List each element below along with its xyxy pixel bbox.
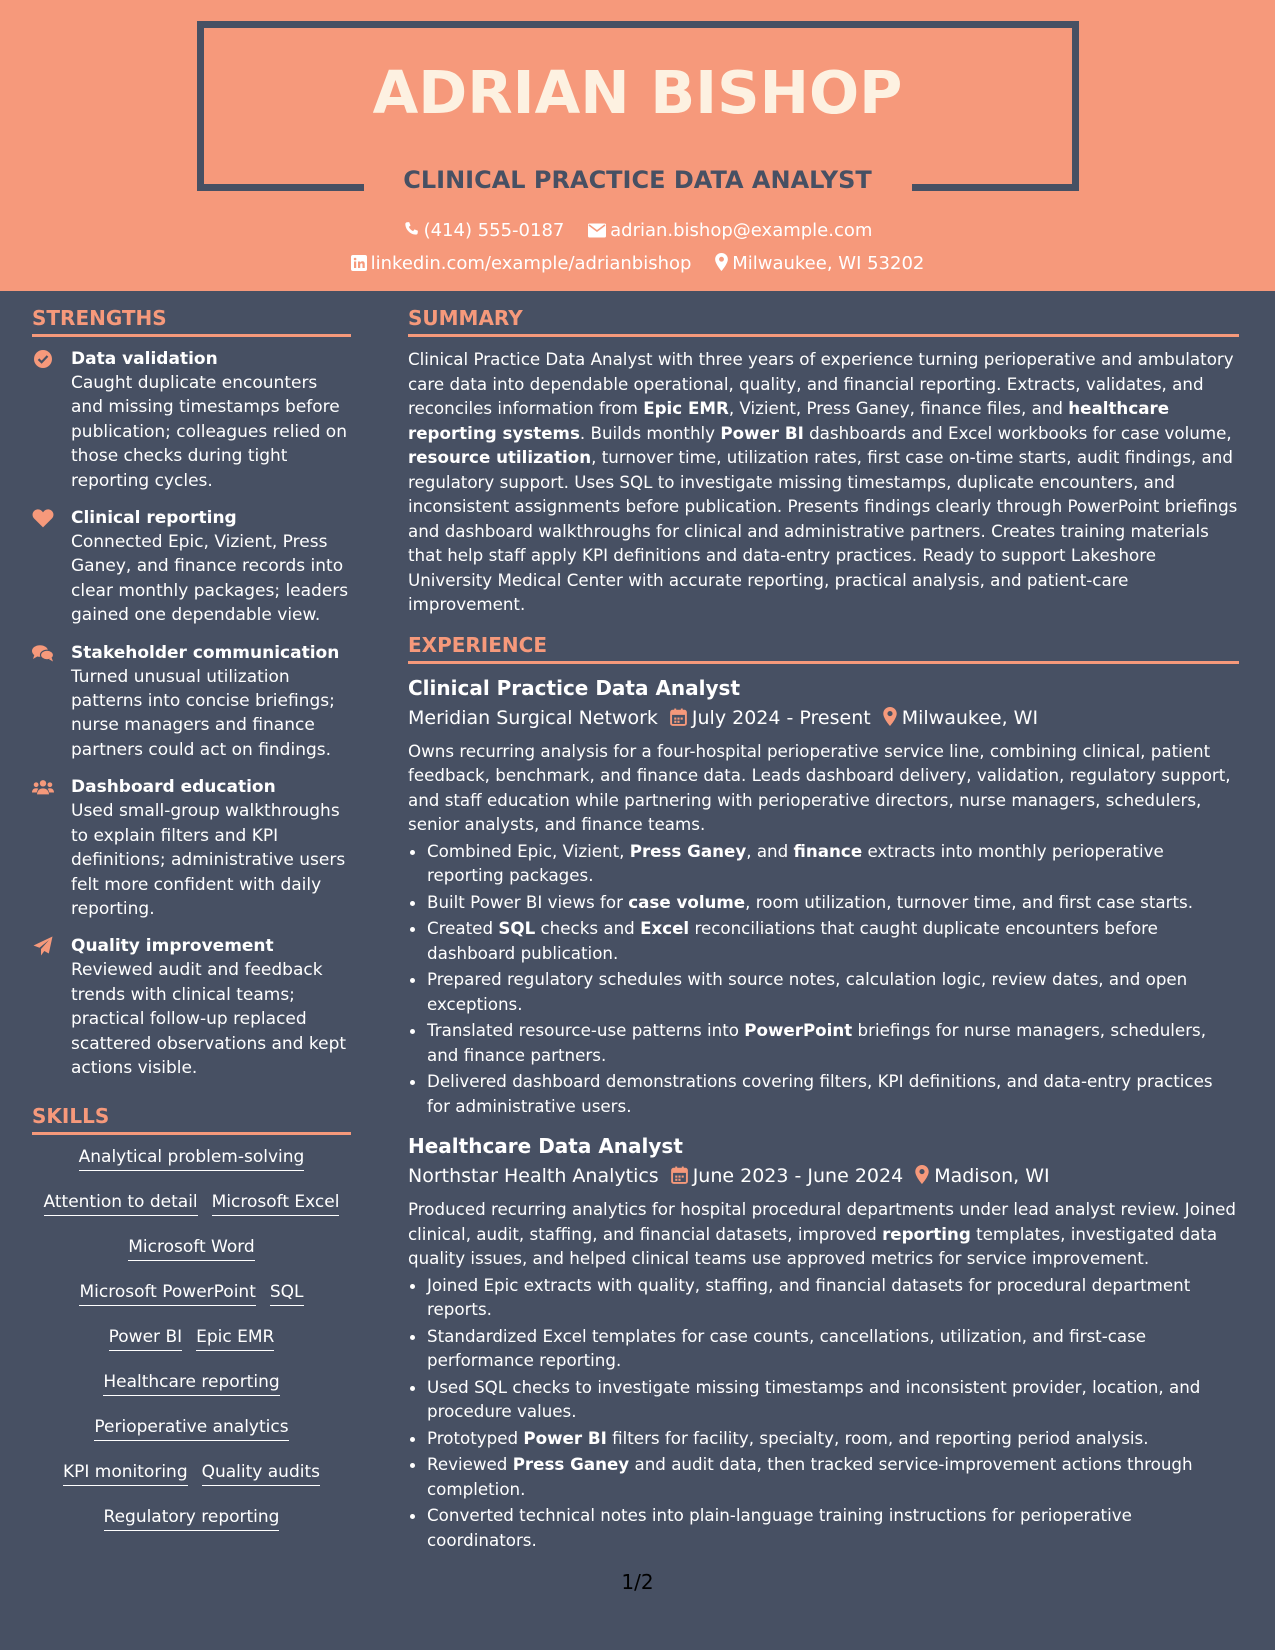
map-marker-icon bbox=[715, 253, 728, 271]
skill-row bbox=[32, 1235, 351, 1280]
candidate-title: CLINICAL PRACTICE DATA ANALYST bbox=[403, 166, 872, 194]
job-location: Madison, WI bbox=[934, 1165, 1050, 1187]
bold-text: reporting bbox=[882, 1223, 971, 1244]
skills-list bbox=[32, 1145, 351, 1550]
text-span: briefings for nurse managers, schedulers, and finance partners. bbox=[427, 1020, 1207, 1065]
bullet-item bbox=[427, 1018, 1239, 1067]
job-meta bbox=[408, 704, 1239, 734]
skill-tag: Regulatory reporting bbox=[104, 1505, 280, 1531]
strength-item bbox=[32, 347, 351, 493]
job-dates: July 2024 - Present bbox=[691, 706, 871, 729]
summary-text bbox=[408, 347, 1239, 617]
bullet-item bbox=[427, 1324, 1239, 1373]
job-title: Healthcare Data Analyst bbox=[408, 1134, 683, 1158]
text-span: Delivered dashboard demonstrations covering filters, KPI definitions, and data-entry practices for administrative users. bbox=[427, 1071, 1213, 1116]
email-contact[interactable] bbox=[588, 220, 872, 241]
text-span: checks and bbox=[535, 918, 641, 938]
text-span: Translated resource-use patterns into bbox=[427, 1020, 745, 1040]
skill-row bbox=[32, 1145, 351, 1190]
email-text: adrian.bishop@example.com bbox=[610, 220, 873, 241]
strength-item bbox=[32, 934, 351, 1080]
skill-tag: KPI monitoring bbox=[63, 1460, 188, 1486]
strength-desc: Reviewed audit and feedback trends with clinical teams; practical follow-up replaced scattered observations and kept actions visible. bbox=[71, 960, 347, 1078]
calendar-icon bbox=[670, 706, 687, 734]
bullet-item bbox=[427, 1273, 1239, 1322]
text-span: Joined Epic extracts with quality, staffing, and financial datasets for procedural department reports. bbox=[427, 1274, 1191, 1319]
bold-text: Excel bbox=[640, 918, 690, 938]
phone-icon bbox=[403, 221, 420, 238]
job-company: Northstar Health Analytics bbox=[408, 1165, 659, 1187]
bold-text: SQL bbox=[498, 918, 536, 938]
skill-tag: Quality audits bbox=[202, 1460, 320, 1486]
text-span: Clinical Practice Data Analyst with three years of experience turning perioperative and ambulatory care data into dependable operational, quality, and financial reporting. Extracts, validates, and reconciles information from bbox=[408, 349, 1234, 418]
skill-row bbox=[32, 1370, 351, 1415]
bullet-item bbox=[427, 1426, 1239, 1451]
skill-row bbox=[32, 1505, 351, 1550]
text-span: Converted technical notes into plain-language training instructions for perioperative coordinators. bbox=[427, 1505, 1132, 1550]
job-description bbox=[408, 739, 1239, 837]
check-circle-icon bbox=[32, 349, 54, 369]
strength-title: Quality improvement bbox=[71, 936, 274, 957]
bold-text: Power BI bbox=[720, 422, 804, 443]
job-bullets bbox=[408, 839, 1239, 1119]
bold-text: finance bbox=[793, 840, 863, 861]
linkedin-contact[interactable] bbox=[351, 253, 692, 274]
strength-desc: Connected Epic, Vizient, Press Ganey, and finance records into clear monthly packages; leaders gained one dependable view. bbox=[71, 532, 349, 626]
skill-row bbox=[32, 1325, 351, 1370]
text-span: Prepared regulatory schedules with source notes, calculation logic, review dates, and open exceptions. bbox=[427, 969, 1188, 1014]
skill-tag: Healthcare reporting bbox=[103, 1370, 279, 1396]
strength-desc: Used small-group walkthroughs to explain filters and KPI definitions; administrative users felt more confident with daily reporting. bbox=[71, 801, 346, 919]
strength-item bbox=[32, 641, 351, 763]
right-column bbox=[408, 306, 1239, 1554]
text-span: templates, investigated data quality issues, and helped clinical teams use approved metrics for service improvement. bbox=[408, 1223, 1218, 1268]
bold-text: Epic EMR bbox=[643, 398, 729, 418]
bullet-item bbox=[427, 1375, 1239, 1424]
text-span: extracts into monthly perioperative reporting packages. bbox=[427, 840, 1164, 885]
bold-text: case volume bbox=[628, 891, 746, 912]
experience-list bbox=[408, 674, 1239, 1553]
skill-tag: Microsoft Excel bbox=[212, 1190, 340, 1216]
linkedin-text: linkedin.com/example/adrianbishop bbox=[370, 253, 692, 274]
strength-item bbox=[32, 775, 351, 921]
job-entry bbox=[408, 674, 1239, 1119]
phone-text: (414) 555-0187 bbox=[423, 220, 565, 241]
contact-row-2 bbox=[0, 253, 1275, 274]
bullet-item bbox=[427, 916, 1239, 965]
linkedin-icon bbox=[351, 255, 367, 271]
skill-tag: Epic EMR bbox=[196, 1325, 274, 1351]
bold-text: healthcare reporting systems bbox=[408, 398, 1170, 443]
skill-tag: Perioperative analytics bbox=[94, 1415, 288, 1441]
bullet-item bbox=[427, 839, 1239, 888]
map-marker-icon bbox=[883, 706, 897, 734]
users-icon bbox=[32, 777, 54, 797]
job-meta bbox=[408, 1162, 1239, 1192]
strength-title: Clinical reporting bbox=[71, 508, 237, 529]
text-span: . Builds monthly bbox=[579, 422, 721, 443]
strengths-heading: STRENGTHS bbox=[32, 306, 351, 337]
strength-title: Stakeholder communication bbox=[71, 642, 340, 663]
job-bullets bbox=[408, 1273, 1239, 1553]
text-span: Combined Epic, Vizient, bbox=[427, 840, 630, 861]
text-span: , room utilization, turnover time, and first case starts. bbox=[745, 891, 1194, 912]
envelope-icon bbox=[588, 223, 606, 238]
page-number: 1/2 bbox=[621, 1570, 654, 1594]
text-span: Prototyped bbox=[427, 1427, 524, 1448]
skill-row bbox=[32, 1415, 351, 1460]
location-text: Milwaukee, WI 53202 bbox=[732, 253, 925, 274]
text-span: filters for facility, specialty, room, and reporting period analysis. bbox=[606, 1427, 1149, 1448]
text-span: dashboards and Excel workbooks for case volume, bbox=[803, 422, 1232, 443]
skill-tag: Analytical problem-solving bbox=[79, 1145, 305, 1171]
strength-item bbox=[32, 506, 351, 628]
contact-row-1 bbox=[0, 220, 1275, 241]
text-span: Standardized Excel templates for case counts, cancellations, utilization, and first-case performance reporting. bbox=[427, 1325, 1147, 1370]
resume-header bbox=[0, 0, 1275, 291]
strength-desc: Caught duplicate encounters and missing timestamps before publication; colleagues relied on those checks during tight reporting cycles. bbox=[71, 373, 347, 491]
skill-tag: Power BI bbox=[109, 1325, 182, 1351]
text-span: , Vizient, Press Ganey, finance files, and bbox=[728, 398, 1069, 418]
skill-tag: Microsoft PowerPoint bbox=[79, 1280, 255, 1306]
bold-text: PowerPoint bbox=[744, 1020, 853, 1040]
skill-tag: Microsoft Word bbox=[128, 1235, 254, 1261]
text-span: Created bbox=[427, 918, 499, 938]
paper-plane-icon bbox=[32, 936, 54, 956]
text-span: Reviewed bbox=[427, 1454, 513, 1474]
skill-row bbox=[32, 1460, 351, 1505]
bullet-item bbox=[427, 1503, 1239, 1552]
skill-tag: Attention to detail bbox=[44, 1190, 198, 1216]
skill-tag: SQL bbox=[270, 1280, 304, 1306]
bullet-item bbox=[427, 967, 1239, 1016]
job-description bbox=[408, 1197, 1239, 1271]
map-marker-icon bbox=[915, 1164, 929, 1192]
bold-text: Press Ganey bbox=[512, 1454, 630, 1474]
strength-title: Data validation bbox=[71, 349, 218, 369]
bold-text: Press Ganey bbox=[629, 840, 747, 861]
strength-desc: Turned unusual utilization patterns into concise briefings; nurse managers and finance partners could act on findings. bbox=[71, 666, 335, 760]
bullet-item bbox=[427, 1452, 1239, 1501]
skill-row bbox=[32, 1280, 351, 1325]
text-span: Used SQL checks to investigate missing timestamps and inconsistent provider, location, and procedure values. bbox=[427, 1376, 1201, 1421]
job-location: Milwaukee, WI bbox=[901, 706, 1039, 729]
left-column bbox=[32, 306, 351, 1550]
text-span: , and bbox=[746, 840, 794, 861]
text-span: reconciliations that caught duplicate encounters before dashboard publication. bbox=[427, 918, 1158, 963]
heart-icon bbox=[32, 508, 54, 528]
candidate-name: ADRIAN BISHOP bbox=[372, 58, 903, 127]
summary-heading: SUMMARY bbox=[408, 306, 1239, 337]
calendar-icon bbox=[671, 1164, 688, 1192]
bold-text: Power BI bbox=[523, 1427, 607, 1448]
phone-contact[interactable] bbox=[403, 220, 565, 241]
skills-heading: SKILLS bbox=[32, 1104, 351, 1135]
bold-text: resource utilization bbox=[408, 447, 592, 467]
text-span: , turnover time, utilization rates, first case on-time starts, audit findings, and regulatory support. Uses SQL to investigate missing timestamps, duplicate encounters, and inconsistent assignments before publication. Presents findings clearly through PowerPoint briefings and dashboard walkthroughs for clinical and administrative partners. Creates training materials that help staff apply KPI definitions and data-entry practices. Ready to support Lakeshore University Medical Center with accurate reporting, practical analysis, and patient-care improvement. bbox=[408, 447, 1238, 614]
text-span: Built Power BI views for bbox=[427, 891, 629, 912]
text-span: Owns recurring analysis for a four-hospital perioperative service line, combining clinical, patient feedback, benchmark, and finance data. Leads dashboard delivery, validation, regulatory support, and staff education while partnering with perioperative directors, nurse managers, schedulers, senior analysts, and finance teams. bbox=[408, 740, 1231, 834]
skill-row bbox=[32, 1190, 351, 1235]
comments-icon bbox=[32, 643, 54, 663]
bullet-item bbox=[427, 1069, 1239, 1118]
location-contact bbox=[715, 253, 924, 274]
job-title: Clinical Practice Data Analyst bbox=[408, 675, 741, 700]
experience-heading: EXPERIENCE bbox=[408, 633, 1239, 664]
text-span: and audit data, then tracked service-improvement actions through completion. bbox=[427, 1454, 1193, 1499]
bullet-item bbox=[427, 890, 1239, 915]
strength-title: Dashboard education bbox=[71, 777, 276, 798]
text-span: Produced recurring analytics for hospital procedural departments under lead analyst review. Joined clinical, audit, staffing, and financial datasets, improved bbox=[408, 1199, 1237, 1244]
job-company: Meridian Surgical Network bbox=[408, 706, 658, 729]
job-dates: June 2023 - June 2024 bbox=[692, 1165, 904, 1187]
job-entry bbox=[408, 1132, 1239, 1552]
